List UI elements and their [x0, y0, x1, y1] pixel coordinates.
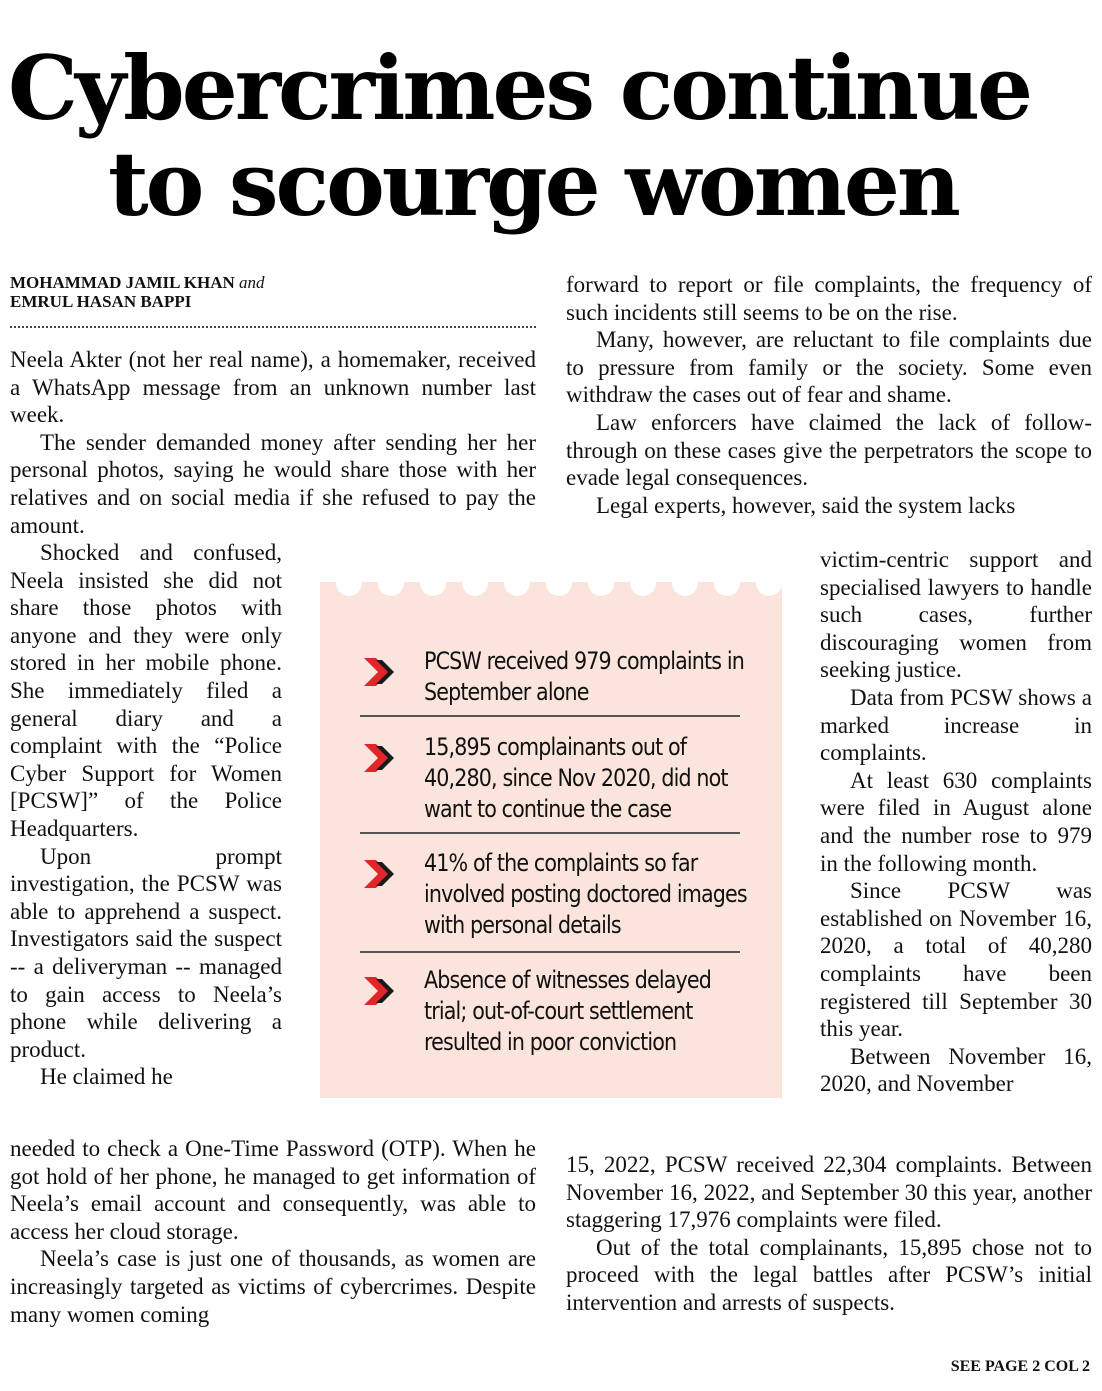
highlight-text: 15,895 complainants out of 40,280, since Nov 2020, did not want to continue the case [424, 733, 728, 823]
paragraph: Since PCSW was established on November 16, 2020, a total of 40,280 complaints have been registered till September 30 this year. [820, 878, 1092, 1042]
notepad-hole [588, 570, 614, 596]
highlight-divider [360, 951, 740, 953]
paragraph: Data from PCSW shows a marked increase in complaints. [820, 684, 1092, 766]
paragraph: Shocked and confused, Neela insisted she did not share those photos with anyone and they were only stored in her mobile phone. She immediately filed a general diary and a complaint with the “Police Cyber Support for Women [PCSW]” of the Police Headquarters. [10, 540, 282, 841]
byline [10, 273, 536, 311]
paragraph: Neela’s case is just one of thousands, as women are increasingly targeted as victims of cybercrimes. Despite many women coming [10, 1246, 536, 1327]
notepad-holes [320, 570, 782, 598]
highlight-divider [360, 715, 740, 717]
highlight-text: 41% of the complaints so far involved posting doctored images with personal details [424, 849, 747, 939]
paragraph: Between November 16, 2020, and November [820, 1043, 1092, 1097]
author-1: MOHAMMAD JAMIL KHAN [10, 273, 235, 292]
paragraph: The sender demanded money after sending her her personal photos, saying he would share those with her relatives and on social media if she refused to pay the amount. [10, 429, 536, 538]
column-2-top [566, 271, 1092, 519]
paragraph: At least 630 complaints were filed in August alone and the number rose to 979 in the following month. [820, 767, 1092, 876]
column-1-top [10, 346, 536, 539]
notepad-hole [504, 570, 530, 596]
notepad-hole [672, 570, 698, 596]
double-chevron-icon [360, 738, 400, 778]
double-chevron-icon [360, 971, 400, 1011]
paragraph: Out of the total complainants, 15,895 chose not to proceed with the legal battles after PCSW’s initial intervention and arrests of suspects. [566, 1234, 1092, 1315]
paragraph: needed to check a One-Time Password (OTP). When he got hold of her phone, he managed to get information of Neela’s email account and consequently, was able to access her cloud storage. [10, 1136, 536, 1244]
paragraph: Many, however, are reluctant to file complaints due to pressure from family or the society. Some even withdraw the cases out of fear and shame. [566, 327, 1092, 408]
notepad-hole [378, 570, 404, 596]
paragraph: He claimed he [40, 1064, 173, 1090]
paragraph: Legal experts, however, said the system lacks [596, 492, 1016, 518]
headline-line-2: to scourge women [108, 132, 958, 236]
paragraph: Upon prompt investigation, the PCSW was able to apprehend a suspect. Investigators said the suspect -- a deliveryman -- managed to gain access to Neela’s phone while delivering a product. [10, 843, 282, 1062]
notepad-hole [462, 570, 488, 596]
notepad-hole [336, 570, 362, 596]
column-1-narrow [10, 539, 282, 1091]
highlight-text: PCSW received 979 complaints in September alone [424, 647, 744, 706]
headline [8, 36, 1098, 236]
paragraph: Law enforcers have claimed the lack of follow-through on these cases give the perpetrators the scope to evade legal consequences. [566, 409, 1092, 491]
notepad-hole [630, 570, 656, 596]
notepad-hole [756, 570, 782, 596]
notepad-hole [546, 570, 572, 596]
continuation-note: SEE PAGE 2 COL 2 [950, 1358, 1090, 1375]
double-chevron-icon [360, 652, 400, 692]
highlight-text: Absence of witnesses delayed trial; out-of-court settlement resulted in poor conviction [424, 966, 711, 1056]
paragraph: Neela Akter (not her real name), a homemaker, received a WhatsApp message from an unknown number last week. [10, 347, 536, 428]
column-2-bottom [566, 1151, 1092, 1317]
notepad-hole [420, 570, 446, 596]
column-2-narrow [820, 546, 1092, 1098]
highlight-divider [360, 832, 740, 834]
paragraph: victim-centric support and specialised lawyers to handle such cases, further discouraging women from seeking justice. [820, 547, 1092, 683]
byline-and: and [239, 273, 265, 292]
paragraph: forward to report or file complaints, the frequency of such incidents still seems to be on the rise. [566, 272, 1092, 325]
double-chevron-icon [360, 854, 400, 894]
notepad-hole [714, 570, 740, 596]
paragraph: 15, 2022, PCSW received 22,304 complaints. Between November 16, 2022, and September 30 this year, another staggering 17,976 complaints were filed. [566, 1152, 1092, 1233]
byline-divider [10, 326, 536, 328]
highlights-box [320, 582, 782, 1098]
author-2: EMRUL HASAN BAPPI [10, 292, 192, 311]
column-1-bottom [10, 1122, 536, 1328]
headline-line-1: Cybercrimes continue [8, 36, 1030, 140]
